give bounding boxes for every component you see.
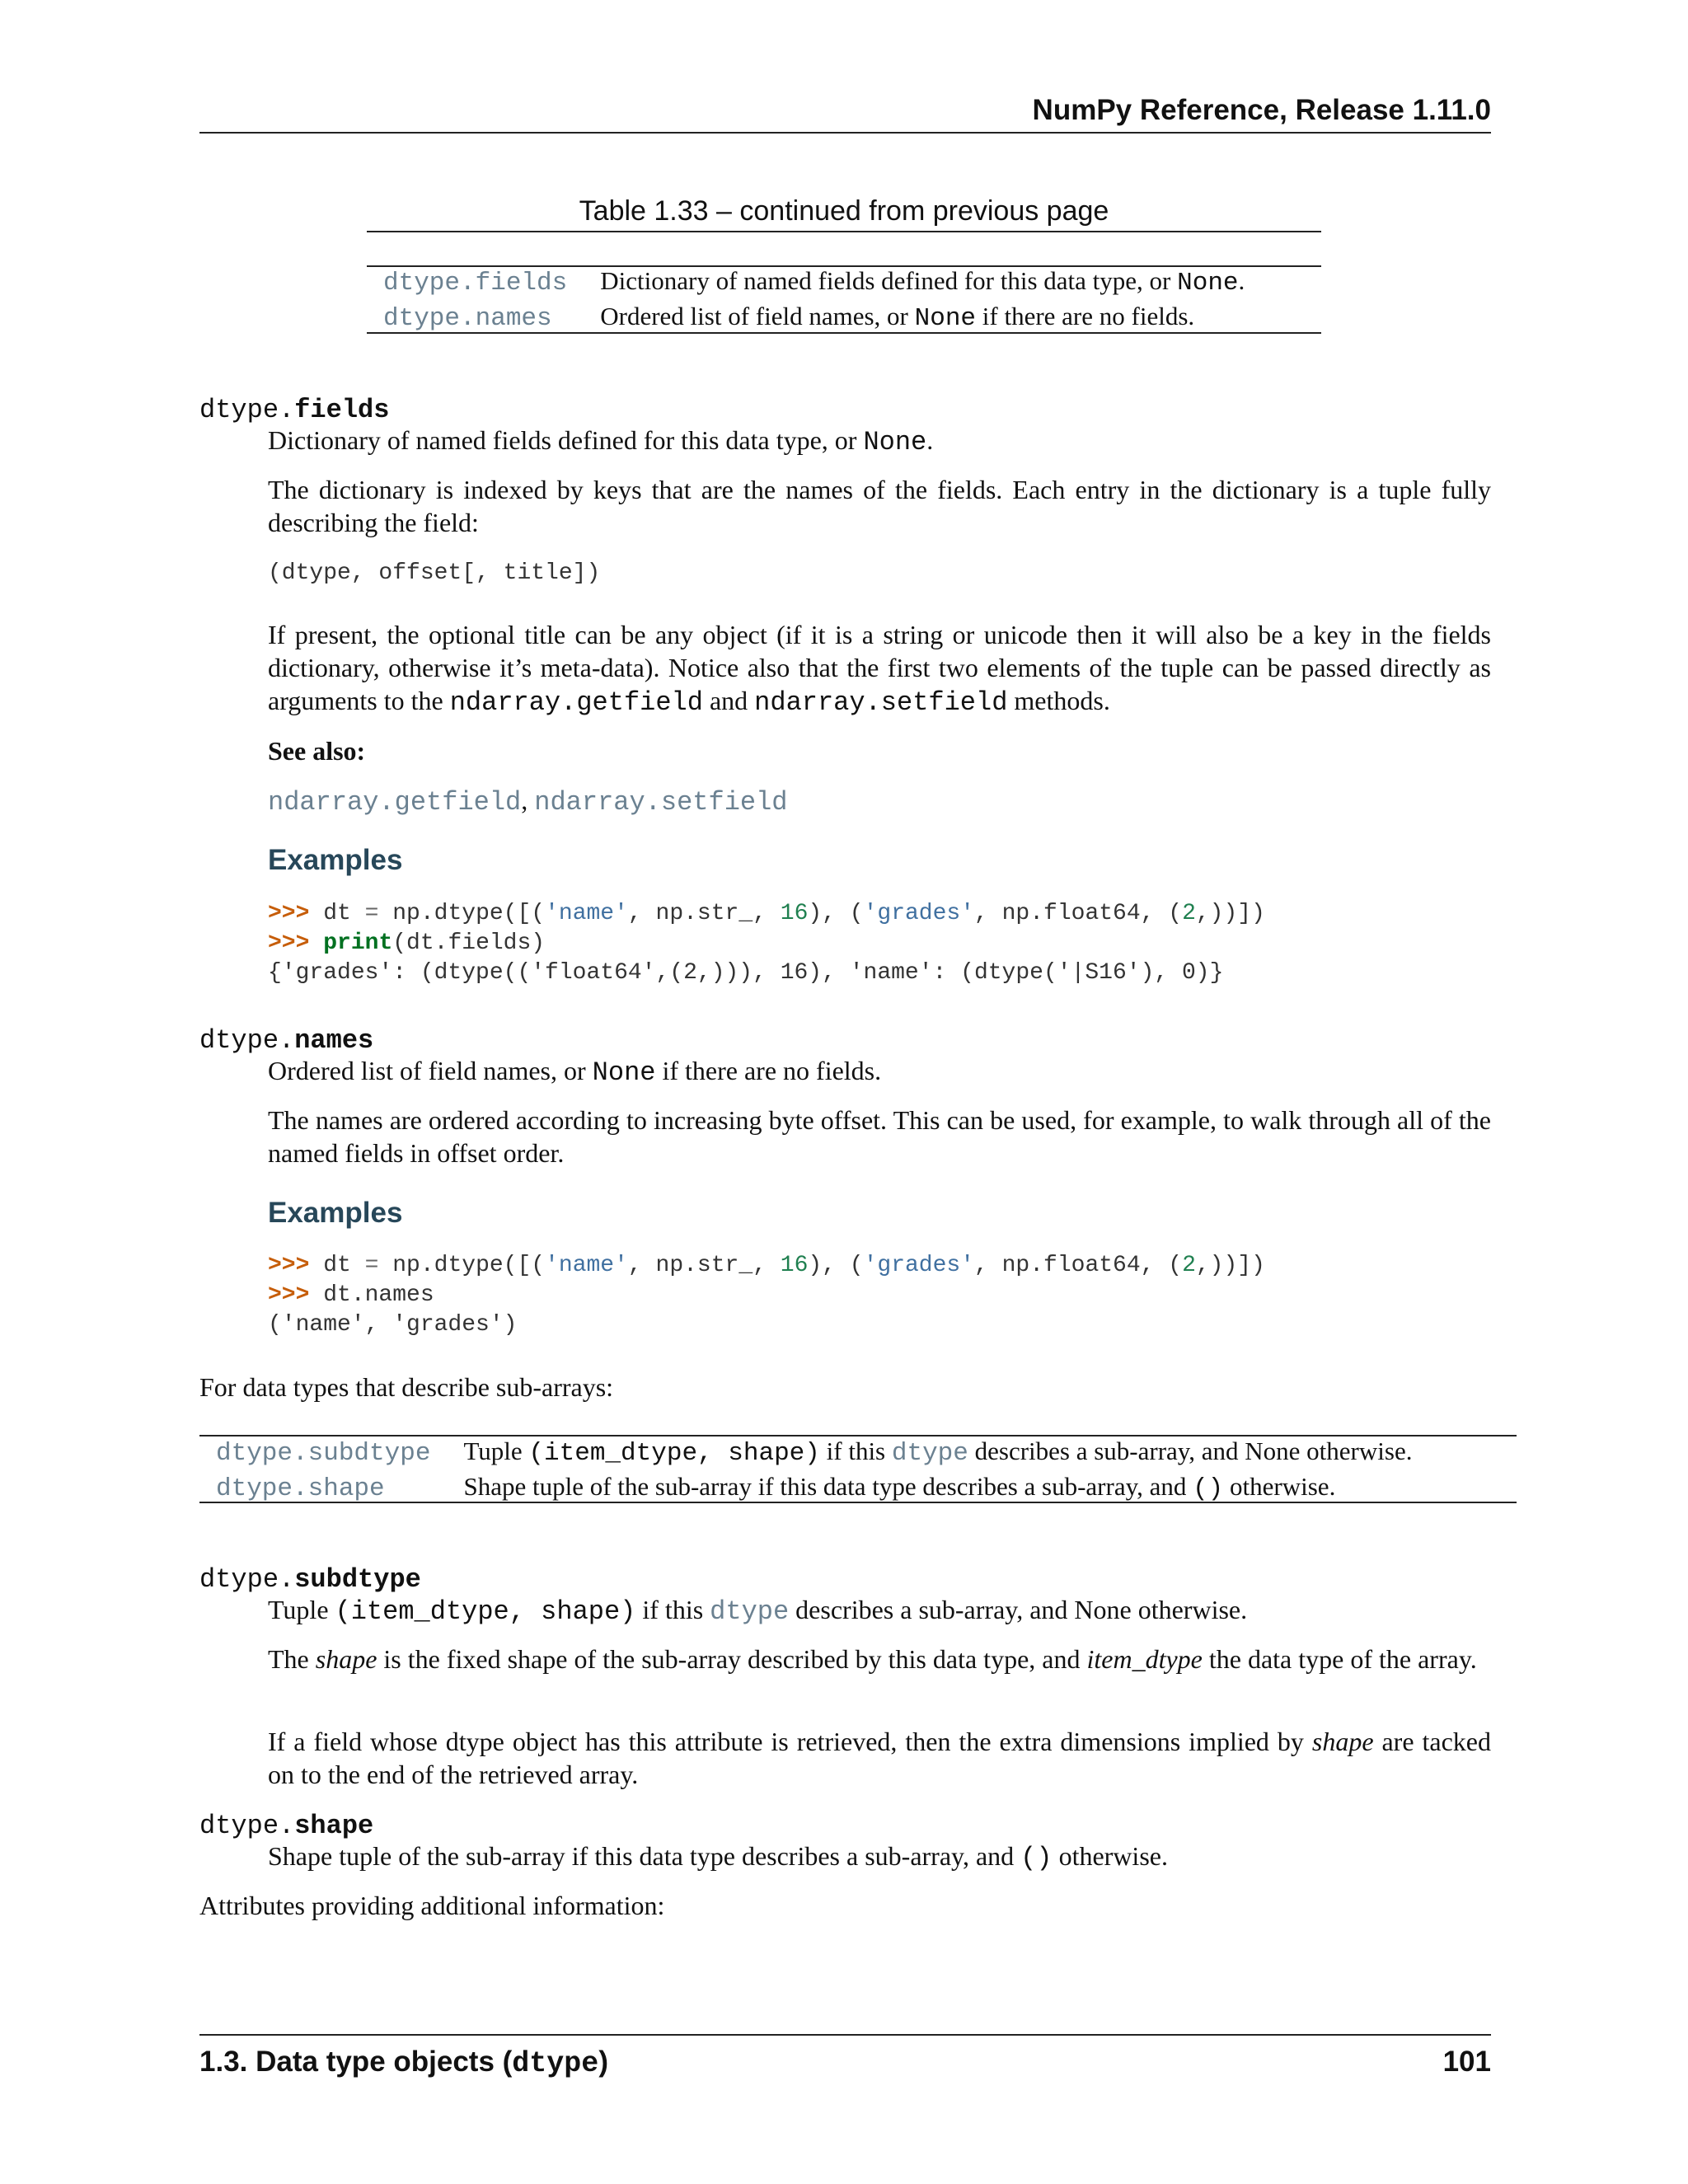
attr-signature-fields bbox=[199, 391, 389, 427]
running-footer bbox=[199, 2034, 1491, 2080]
text: The bbox=[268, 1644, 316, 1674]
table1-link-names[interactable]: dtype.names bbox=[383, 304, 552, 333]
table-row bbox=[199, 1435, 1428, 1470]
names-summary bbox=[268, 1054, 1491, 1090]
subdtype-summary bbox=[268, 1593, 1491, 1629]
prompt: >>> bbox=[268, 901, 310, 926]
code: , np.float64, ( bbox=[974, 1253, 1183, 1278]
code: = bbox=[364, 1253, 379, 1278]
code: , np.str_, bbox=[627, 901, 781, 926]
table1-rule-top bbox=[367, 231, 1321, 232]
additional-intro: Attributes providing additional information: bbox=[199, 1891, 665, 1920]
text: methods. bbox=[1007, 686, 1110, 715]
see-also-link-setfield[interactable]: ndarray.setfield bbox=[534, 787, 788, 818]
text: describes a sub-array, and None otherwise. bbox=[968, 1436, 1413, 1465]
code: 16 bbox=[780, 901, 809, 926]
table-row bbox=[367, 265, 1261, 300]
text: If a field whose dtype object has this attribute is retrieved, then the extra dimensions implied by bbox=[268, 1727, 1312, 1756]
emphasis: shape bbox=[1311, 1727, 1374, 1756]
table1-link-fields[interactable]: dtype.fields bbox=[383, 269, 568, 298]
subarray-intro: For data types that describe sub-arrays: bbox=[199, 1372, 614, 1402]
footer-section-title bbox=[199, 2044, 608, 2082]
examples-heading: Examples bbox=[268, 844, 403, 876]
table1-desc-code: None bbox=[914, 304, 977, 333]
text: and bbox=[702, 686, 755, 715]
table1-desc-code: None bbox=[1177, 269, 1239, 298]
text: is the fixed shape of the sub-array described by this data type, and bbox=[377, 1644, 1087, 1674]
fields-example-code bbox=[268, 899, 1265, 988]
table1-desc-post: if there are no fields. bbox=[976, 302, 1195, 330]
text: 1.3. Data type objects ( bbox=[199, 2046, 513, 2078]
text: . bbox=[926, 425, 934, 455]
see-also-links bbox=[268, 784, 788, 819]
text: if this bbox=[635, 1595, 710, 1624]
table1-desc-post: . bbox=[1238, 266, 1245, 295]
attr-name: fields bbox=[294, 395, 390, 425]
code: None bbox=[592, 1057, 656, 1088]
text: Shape tuple of the sub-array if this data type describes a sub-array, and bbox=[268, 1841, 1021, 1871]
text: the data type of the array. bbox=[1202, 1644, 1477, 1674]
code: ), ( bbox=[808, 1253, 864, 1278]
code: = bbox=[364, 901, 379, 926]
attr-name: subdtype bbox=[294, 1564, 421, 1595]
running-header bbox=[199, 92, 1491, 134]
attr-name: names bbox=[294, 1025, 374, 1056]
text: are tacked on to the end of the retrieved array. bbox=[268, 1727, 1492, 1789]
prompt: >>> bbox=[268, 1253, 310, 1278]
text: otherwise. bbox=[1052, 1841, 1168, 1871]
code: () bbox=[1193, 1474, 1224, 1503]
table1-caption: Table 1.33 – continued from previous page bbox=[579, 195, 1109, 227]
subdtype-para2 bbox=[268, 1725, 1491, 1791]
fields-summary bbox=[268, 424, 1491, 459]
code: , np.float64, ( bbox=[974, 901, 1183, 926]
text: Tuple bbox=[463, 1436, 529, 1465]
code: (item_dtype, shape) bbox=[335, 1596, 636, 1627]
code: dtype bbox=[512, 2047, 599, 2080]
prompt: >>> bbox=[268, 1282, 310, 1308]
code: ndarray.setfield bbox=[754, 687, 1008, 718]
code: ,))]) bbox=[1195, 901, 1265, 926]
code: ,))]) bbox=[1195, 1253, 1265, 1278]
attr-prefix: dtype. bbox=[199, 1811, 295, 1841]
code: dt bbox=[309, 901, 365, 926]
header-title: NumPy Reference, Release 1.11.0 bbox=[1032, 94, 1491, 126]
code: ), ( bbox=[808, 901, 864, 926]
examples-heading: Examples bbox=[268, 1197, 403, 1229]
table-row bbox=[367, 300, 1261, 335]
separator: , bbox=[521, 785, 535, 815]
table1-rule-bottom bbox=[367, 332, 1321, 334]
fields-para2 bbox=[268, 618, 1491, 719]
text: if this bbox=[819, 1436, 892, 1465]
code: , np.str_, bbox=[627, 1253, 781, 1278]
dtype-link[interactable]: dtype bbox=[710, 1596, 790, 1627]
table2-link-shape[interactable]: dtype.shape bbox=[216, 1474, 385, 1503]
code-output: ('name', 'grades') bbox=[268, 1312, 518, 1338]
code: ndarray.getfield bbox=[449, 687, 703, 718]
code: None bbox=[863, 427, 927, 457]
code: () bbox=[1020, 1843, 1053, 1873]
dtype-link[interactable]: dtype bbox=[891, 1439, 968, 1468]
names-para1: The names are ordered according to increasing byte offset. This can be used, for example, to walk through all of the named fields in offset order. bbox=[268, 1105, 1491, 1168]
text: ) bbox=[598, 2046, 608, 2078]
table2-link-subdtype[interactable]: dtype.subdtype bbox=[216, 1439, 431, 1468]
emphasis: item_dtype bbox=[1086, 1644, 1203, 1674]
code: 'grades' bbox=[863, 901, 975, 926]
table1 bbox=[367, 265, 1261, 335]
prompt: >>> bbox=[268, 930, 310, 956]
attr-signature-shape bbox=[199, 1807, 373, 1843]
text: If present, the optional title can be any object (if it is a string or unicode then it will also be a key in the fields dictionary, otherwise it’s meta-data). Notice also that the first two elements of the tuple can be passed directly as arguments to the bbox=[268, 620, 1491, 715]
see-also-link-getfield[interactable]: ndarray.getfield bbox=[268, 787, 522, 818]
code: 'name' bbox=[545, 901, 628, 926]
code: 2 bbox=[1182, 1253, 1196, 1278]
names-example-code bbox=[268, 1251, 1265, 1340]
attr-prefix: dtype. bbox=[199, 1025, 295, 1056]
code: dt.names bbox=[309, 1282, 434, 1308]
code: 16 bbox=[780, 1253, 809, 1278]
shape-summary bbox=[268, 1840, 1491, 1875]
text: describes a sub-array, and None otherwise. bbox=[789, 1595, 1248, 1624]
text: Shape tuple of the sub-array if this data type describes a sub-array, and bbox=[463, 1472, 1193, 1501]
code: (item_dtype, shape) bbox=[528, 1439, 820, 1468]
code: dt bbox=[309, 1253, 365, 1278]
text: otherwise. bbox=[1223, 1472, 1336, 1501]
table2-rule-bottom bbox=[199, 1502, 1517, 1503]
code: (dt.fields) bbox=[392, 930, 546, 956]
fields-tuple-code: (dtype, offset[, title]) bbox=[268, 560, 601, 586]
attr-signature-names bbox=[199, 1022, 373, 1057]
attr-name: shape bbox=[294, 1811, 374, 1841]
keyword: print bbox=[323, 930, 393, 956]
text: Ordered list of field names, or bbox=[268, 1056, 593, 1085]
attr-signature-subdtype bbox=[199, 1561, 421, 1596]
table1-desc-pre: Ordered list of field names, or bbox=[600, 302, 915, 330]
subdtype-para1 bbox=[268, 1643, 1491, 1675]
table-row bbox=[199, 1470, 1428, 1506]
attr-prefix: dtype. bbox=[199, 395, 295, 425]
text: if there are no fields. bbox=[655, 1056, 882, 1085]
text: Tuple bbox=[268, 1595, 335, 1624]
code: 'name' bbox=[545, 1253, 628, 1278]
emphasis: shape bbox=[315, 1644, 377, 1674]
code: 2 bbox=[1182, 901, 1196, 926]
table2 bbox=[199, 1435, 1428, 1506]
see-also-label: See also: bbox=[268, 736, 366, 766]
code: np.dtype([( bbox=[378, 901, 546, 926]
table1-desc-pre: Dictionary of named fields defined for this data type, or bbox=[600, 266, 1178, 295]
code-output: {'grades': (dtype(('float64',(2,))), 16), 'name': (dtype('|S16'), 0)} bbox=[268, 960, 1224, 986]
page-number: 101 bbox=[1442, 2046, 1491, 2078]
fields-para1: The dictionary is indexed by keys that are the names of the fields. Each entry in the dictionary is a tuple fully describing the field: bbox=[268, 475, 1491, 537]
attr-prefix: dtype. bbox=[199, 1564, 295, 1595]
code: np.dtype([( bbox=[378, 1253, 546, 1278]
code: 'grades' bbox=[863, 1253, 975, 1278]
text: Dictionary of named fields defined for this data type, or bbox=[268, 425, 864, 455]
